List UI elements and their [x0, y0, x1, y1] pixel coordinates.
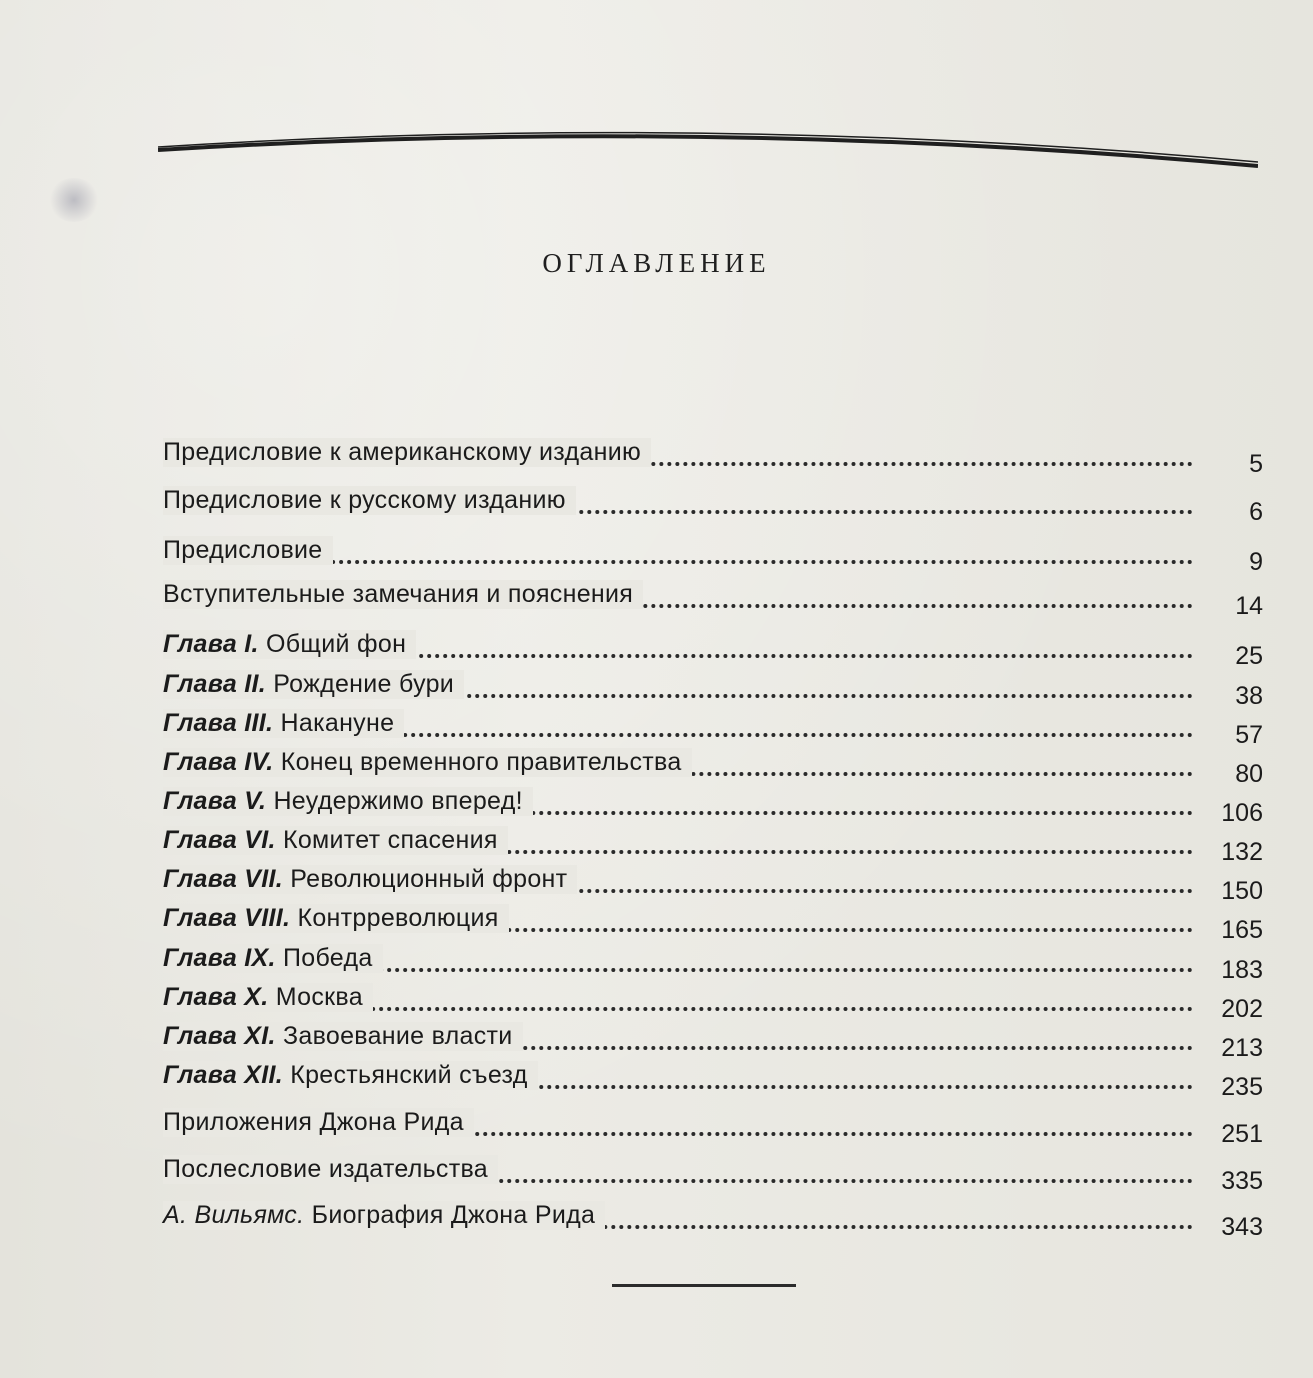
- toc-entry-title: Крестьянский съезд: [290, 1061, 528, 1089]
- toc-entry-page: 14: [1235, 592, 1263, 620]
- toc-entry: [163, 1061, 1263, 1101]
- toc-entry-title: Рождение бури: [273, 670, 455, 698]
- toc-entry-page: 57: [1235, 721, 1263, 749]
- toc-entry: [163, 486, 1263, 526]
- toc-entry-title: Общий фон: [266, 630, 407, 658]
- toc-entry-page: 183: [1221, 956, 1263, 984]
- toc-entry-title: Конец временного правительства: [280, 748, 682, 776]
- toc-entry-title: Комитет спасения: [282, 826, 498, 854]
- toc-entry-page: 6: [1249, 498, 1263, 526]
- toc-entry-prefix: Глава IX.: [163, 944, 276, 972]
- toc-entry-label: [163, 748, 692, 777]
- toc-entry: [163, 580, 1263, 620]
- toc-entry: [163, 1022, 1263, 1062]
- toc-entry-title: Неудержимо вперед!: [273, 787, 523, 815]
- toc-entry-title: Революционный фронт: [290, 865, 568, 893]
- toc-entry-prefix: Глава V.: [163, 787, 267, 815]
- toc-entry-prefix: Глава I.: [163, 630, 259, 658]
- toc-entry-title: Москва: [275, 983, 363, 1011]
- toc-entry-page: 9: [1249, 548, 1263, 576]
- toc-entry-label: [163, 826, 508, 855]
- toc-entry-prefix: Глава IV.: [163, 748, 274, 776]
- toc-entry: [163, 709, 1263, 749]
- bottom-rule: [612, 1284, 796, 1287]
- page-title: ОГЛАВЛЕНИЕ: [542, 248, 771, 278]
- toc-entry-label: [163, 630, 416, 659]
- toc-entry-title: Биография Джона Рида: [311, 1201, 596, 1229]
- toc-entry-label: [163, 536, 333, 565]
- toc-entry-title: Предисловие к русскому изданию: [163, 486, 566, 514]
- toc-entry: [163, 1155, 1263, 1195]
- toc-entry-page: 150: [1221, 877, 1263, 905]
- toc-entry-title: Предисловие: [163, 536, 323, 564]
- toc-entry: [163, 944, 1263, 984]
- toc-entry-page: 106: [1221, 799, 1263, 827]
- toc-entry-label: [163, 1201, 605, 1230]
- toc-entry: [163, 748, 1263, 788]
- toc-entry-title: Приложения Джона Рида: [163, 1108, 464, 1136]
- toc-entry: [163, 630, 1263, 670]
- toc-entry-label: [163, 944, 383, 973]
- toc-entry-page: 235: [1221, 1073, 1263, 1101]
- toc-entry-prefix: Глава X.: [163, 983, 269, 1011]
- toc-entry: [163, 787, 1263, 827]
- toc-entry-label: [163, 486, 576, 515]
- toc-entry-label: [163, 1155, 498, 1184]
- toc-entry-page: 251: [1221, 1120, 1263, 1148]
- toc-entry-page: 213: [1221, 1034, 1263, 1062]
- toc-entry-page: 5: [1249, 450, 1263, 478]
- toc-entry-title: Предисловие к американскому изданию: [163, 438, 642, 466]
- toc-entry: [163, 536, 1263, 576]
- toc-entry-label: [163, 709, 404, 738]
- toc-entry-label: [163, 983, 373, 1012]
- toc-entry: [163, 904, 1263, 944]
- toc-entry-page: 202: [1221, 995, 1263, 1023]
- toc-entry-page: 38: [1235, 682, 1263, 710]
- toc-entry-page: 25: [1235, 642, 1263, 670]
- toc-entry-prefix: Глава III.: [163, 709, 274, 737]
- toc-entry: [163, 670, 1263, 710]
- toc-entry-prefix: Глава XII.: [163, 1061, 283, 1089]
- toc-entry-label: [163, 787, 533, 816]
- toc-entry-page: 343: [1221, 1213, 1263, 1241]
- toc-entry: [163, 865, 1263, 905]
- toc-entry-title: Послесловие издательства: [163, 1155, 488, 1183]
- toc-entry-prefix: Глава XI.: [163, 1022, 276, 1050]
- toc-entry-page: 335: [1221, 1167, 1263, 1195]
- toc-entry: [163, 826, 1263, 866]
- toc-entry-label: [163, 670, 464, 699]
- toc-entry-prefix: Глава VII.: [163, 865, 283, 893]
- toc-entry-prefix: Глава VIII.: [163, 904, 291, 932]
- toc-entry-title: Накануне: [280, 709, 395, 737]
- toc-entry-prefix: А. Вильямс.: [163, 1201, 305, 1229]
- toc-entry: [163, 1108, 1263, 1148]
- toc-entry-title: Завоевание власти: [282, 1022, 513, 1050]
- toc-entry-label: [163, 438, 651, 467]
- toc-entry-prefix: Глава VI.: [163, 826, 276, 854]
- toc-entry-title: Вступительные замечания и пояснения: [163, 580, 634, 608]
- toc-entry: [163, 1201, 1263, 1241]
- toc-entry-page: 165: [1221, 916, 1263, 944]
- toc-entry-label: [163, 1022, 523, 1051]
- toc-entry-label: [163, 580, 643, 609]
- toc-entry-page: 80: [1235, 760, 1263, 788]
- toc-entry-label: [163, 904, 509, 933]
- toc-entry-page: 132: [1221, 838, 1263, 866]
- toc-entry-label: [163, 1061, 538, 1090]
- toc-entry: [163, 983, 1263, 1023]
- toc-entry-title: Контрреволюция: [297, 904, 499, 932]
- toc-entry-label: [163, 1108, 474, 1137]
- toc-entry-label: [163, 865, 577, 894]
- toc-entry: [163, 438, 1263, 478]
- toc-entry-title: Победа: [282, 944, 373, 972]
- toc-entry-prefix: Глава II.: [163, 670, 267, 698]
